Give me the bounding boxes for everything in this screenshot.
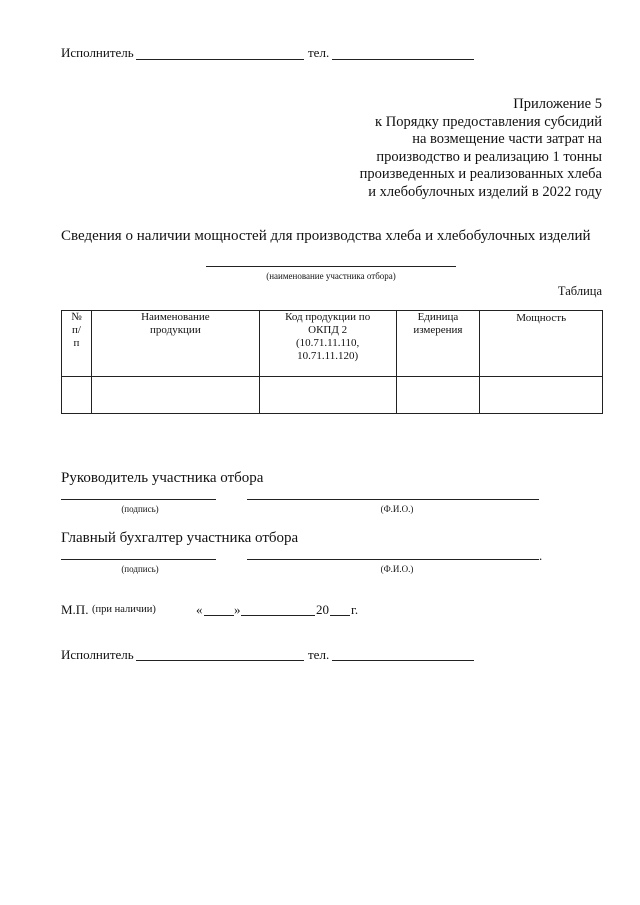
table-label: Таблица (557, 284, 602, 298)
approval-line: производство и реализацию 1 тонны (376, 148, 602, 165)
top-executor-line (136, 59, 304, 60)
header-okpd-code: Код продукции по ОКПД 2 (10.71.11.110, 10.71.11.120) (259, 311, 396, 377)
head-fio-line (247, 499, 539, 500)
table-cell (91, 377, 259, 414)
top-phone-label: тел. (308, 45, 330, 60)
bottom-executor-label: Исполнитель (61, 647, 134, 662)
approval-line: на возмещение части затрат на (412, 131, 602, 147)
date-day-line (204, 615, 234, 616)
head-sign-caption: (подпись) (121, 504, 159, 514)
approval-line: и хлебобулочных изделий в 2022 году (368, 183, 602, 200)
table-cell (396, 377, 480, 414)
approval-line: произведенных и реализованных хлеба (359, 166, 602, 182)
date-year-line (330, 615, 350, 616)
date-month-line (241, 615, 315, 616)
accountant-sign-caption: (подпись) (121, 564, 159, 574)
date-year-suffix: г. (351, 602, 359, 617)
header-capacity: Мощность (480, 311, 603, 377)
approval-line: Приложение 5 (513, 96, 602, 112)
header-number: № п/п (62, 311, 92, 377)
table-row (62, 377, 603, 414)
accountant-dot: . (539, 548, 543, 563)
approval-line: к Порядку предоставления субсидий (375, 113, 602, 130)
head-fio-caption: (Ф.И.О.) (380, 504, 414, 514)
date-open-quote: « (196, 602, 203, 617)
date-close-quote: » (234, 602, 241, 617)
participant-caption: (наименование участника отбора) (266, 271, 396, 281)
bottom-phone-line (332, 660, 474, 661)
table-cell (480, 377, 603, 414)
header-product-name: Наименование продукции (91, 311, 259, 377)
table-cell (259, 377, 396, 414)
accountant-sign-line (61, 559, 216, 560)
approval-block (360, 96, 602, 201)
participant-name-line (206, 266, 456, 267)
accountant-fio-caption: (Ф.И.О.) (380, 564, 414, 574)
bottom-phone-label: тел. (308, 647, 330, 662)
top-executor-label: Исполнитель (61, 45, 134, 60)
accountant-title: Главный бухгалтер участника отбора (61, 530, 299, 546)
date-year-prefix: 20 (316, 602, 329, 617)
top-phone-line (332, 59, 474, 60)
head-sign-line (61, 499, 216, 500)
stamp-label: М.П. (61, 602, 89, 617)
stamp-note: (при наличии) (92, 604, 156, 615)
capacity-table (61, 310, 603, 414)
table-cell (62, 377, 92, 414)
document-title: Сведения о наличии мощностей для производства хлеба и хлебобулочных изделий (61, 228, 591, 244)
bottom-executor-line (136, 660, 304, 661)
header-unit: Единица измерения (396, 311, 480, 377)
head-title: Руководитель участника отбора (61, 470, 264, 486)
accountant-fio-line (247, 559, 539, 560)
table-header-row (62, 311, 603, 377)
